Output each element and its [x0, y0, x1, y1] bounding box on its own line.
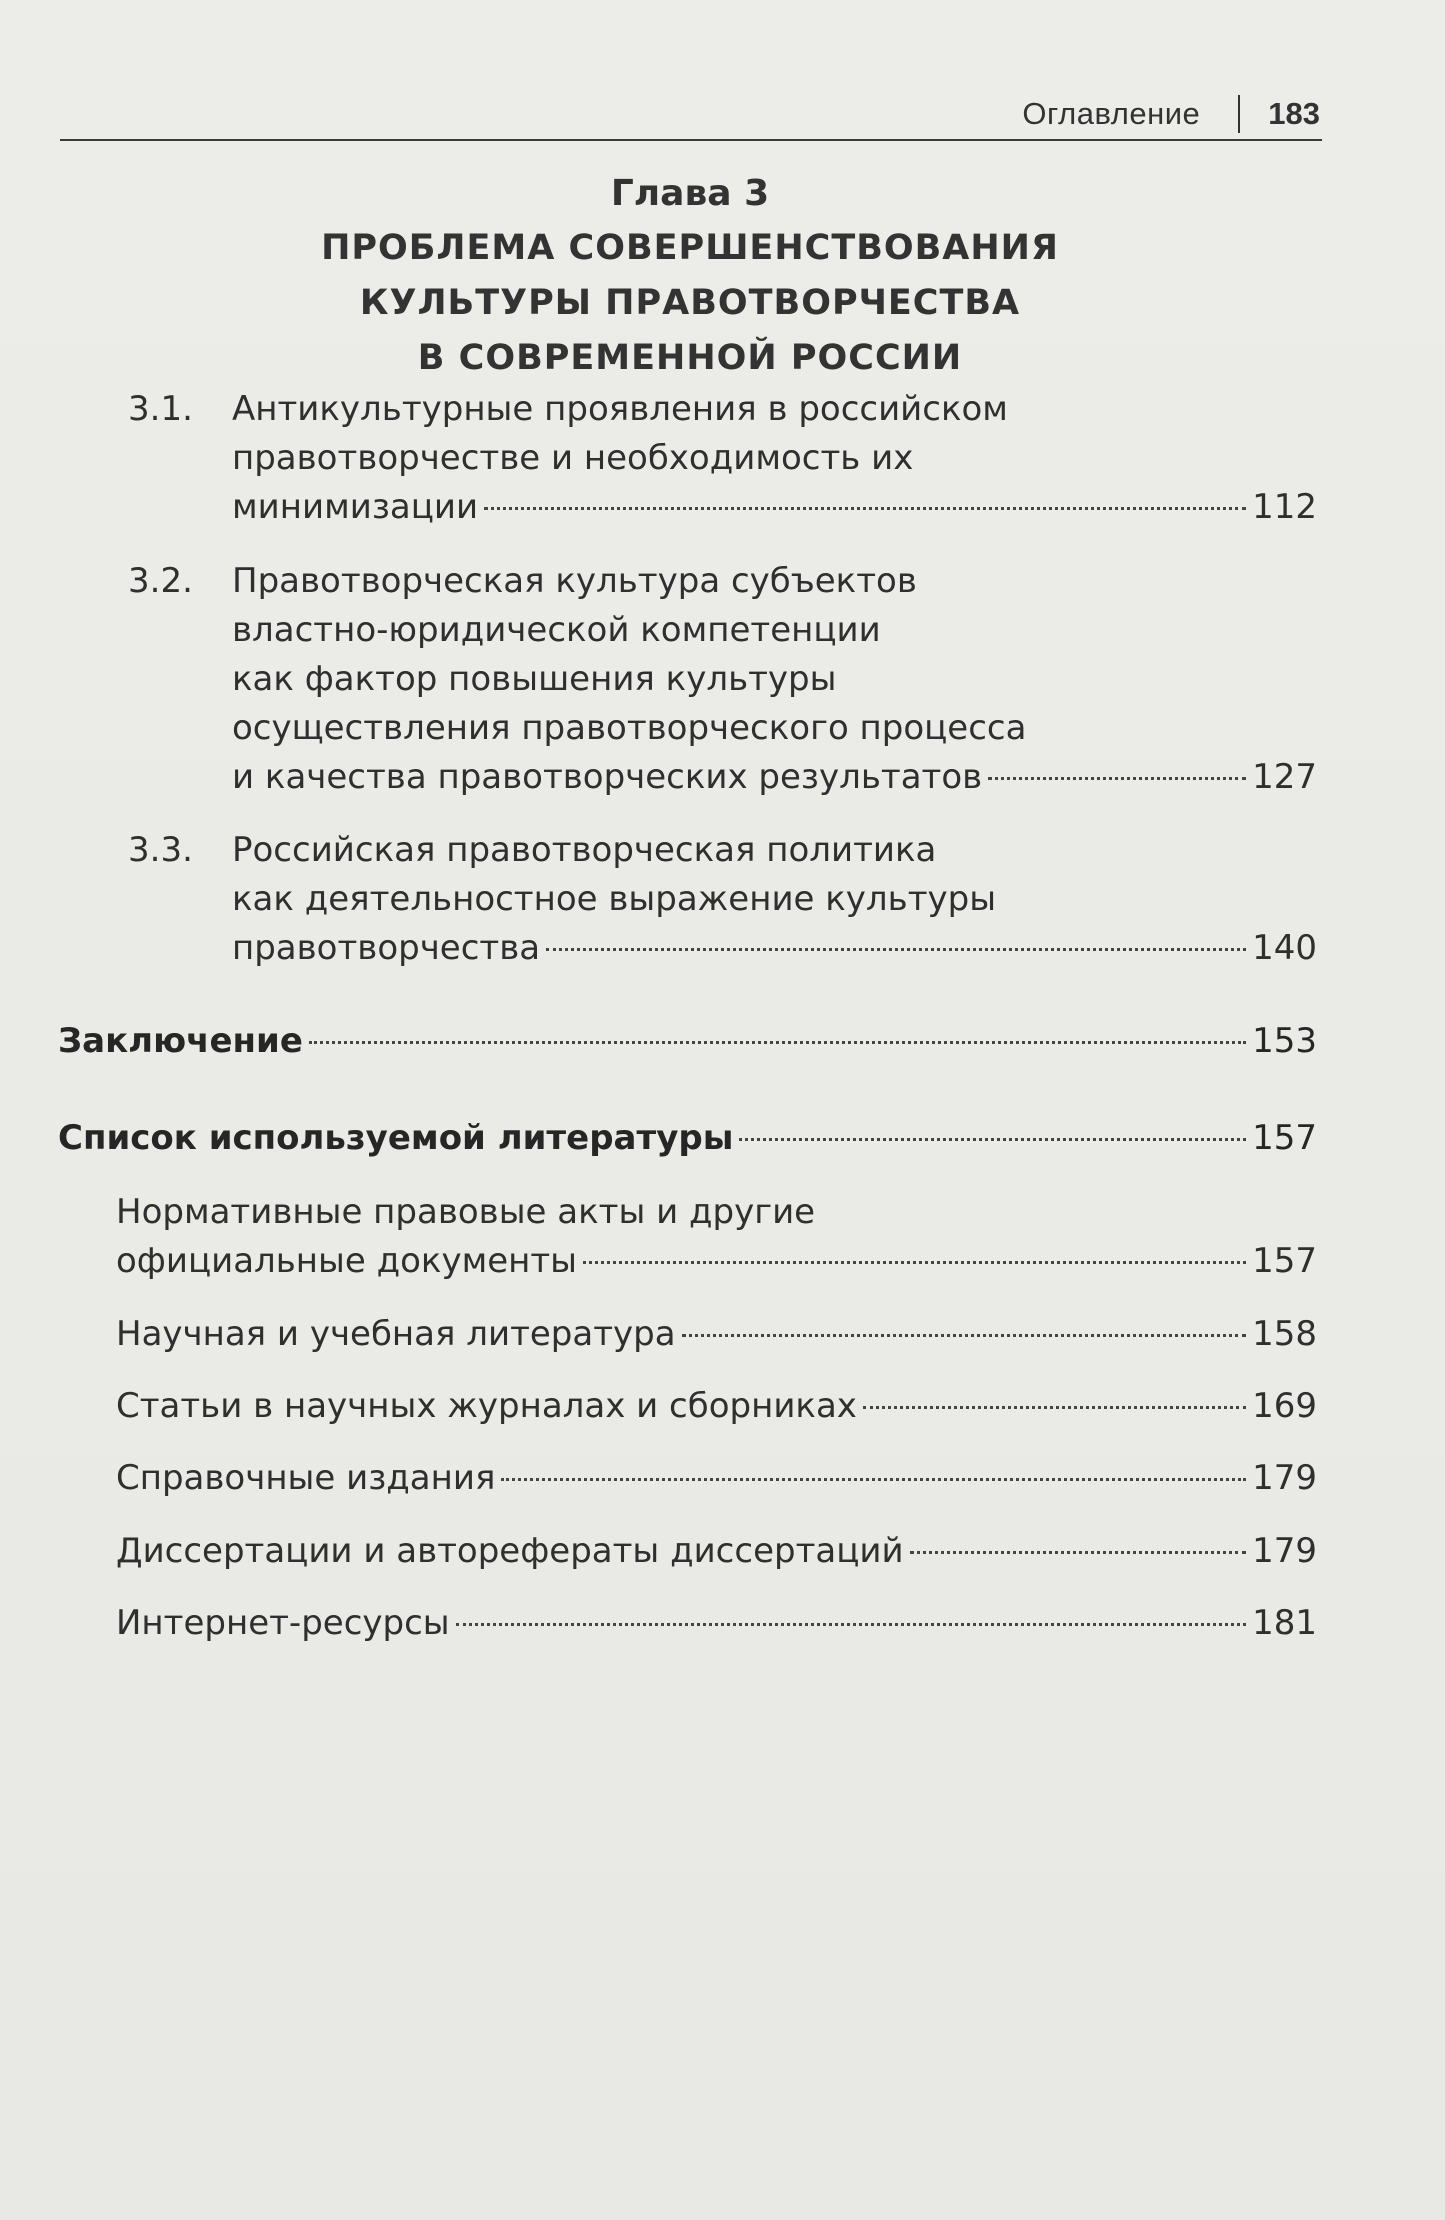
toc-entry-title: Список используемой литературы	[58, 1118, 734, 1158]
chapter-title-line: ПРОБЛЕМА СОВЕРШЕНСТВОВАНИЯ	[321, 228, 1059, 268]
toc-entry-title-line: Научная и учебная литература	[116, 1314, 676, 1354]
toc-page-number: 112	[1252, 487, 1317, 527]
dot-leader	[739, 1137, 1246, 1141]
toc-entry-leader-line	[116, 1599, 1317, 1648]
toc-entry-title-line: Интернет-ресурсы	[116, 1603, 450, 1643]
toc-entry-title-line: правотворчества	[232, 928, 541, 968]
toc-entry-leader-line	[116, 1527, 1317, 1576]
toc-page-number: 179	[1252, 1531, 1317, 1571]
dot-leader	[910, 1550, 1247, 1554]
dot-leader	[988, 776, 1246, 780]
toc-entry-title-line: Нормативные правовые акты и другие	[116, 1192, 816, 1232]
toc-entry-title-line: как фактор повышения культуры	[232, 659, 837, 699]
toc-entry-title-line: официальные документы	[116, 1241, 578, 1281]
dot-leader	[484, 506, 1246, 510]
dot-leader	[583, 1260, 1246, 1264]
header-section-title: Оглавление	[1022, 96, 1201, 131]
toc-entry-title-line: Справочные издания	[116, 1458, 496, 1498]
toc-entry-title-line: Диссертации и авторефераты диссертаций	[116, 1531, 904, 1571]
toc-entry-leader-line	[232, 753, 1317, 802]
dot-leader	[863, 1405, 1246, 1409]
toc-page-number: 140	[1252, 928, 1317, 968]
toc-page-number: 157	[1252, 1118, 1317, 1158]
toc-entry-title-line: осуществления правотворческого процесса	[232, 708, 1027, 748]
toc-entry-number: 3.2.	[128, 561, 193, 601]
toc-entry-leader-line	[116, 1310, 1317, 1359]
toc-entry-title-line: правотворчестве и необходимость их	[232, 438, 914, 478]
toc-entry-title-line: как деятельностное выражение культуры	[232, 879, 997, 919]
dot-leader	[501, 1477, 1246, 1481]
chapter-heading	[0, 170, 1380, 386]
toc-entry-title-line: Антикультурные проявления в российском	[232, 389, 1008, 429]
toc-entry-leader-line	[116, 1382, 1317, 1431]
toc-page-number: 158	[1252, 1314, 1317, 1354]
toc-entry-leader-line	[232, 924, 1317, 973]
toc-entry-title-line: и качества правотворческих результатов	[232, 757, 983, 797]
chapter-title-line: В СОВРЕМЕННОЙ РОССИИ	[417, 338, 963, 378]
dot-leader	[682, 1333, 1247, 1337]
toc-entry-number: 3.3.	[128, 830, 193, 870]
toc-page-number: 157	[1252, 1241, 1317, 1281]
chapter-label: Глава 3	[610, 173, 770, 214]
toc-entry-leader-line	[116, 1237, 1317, 1286]
chapter-title-line: КУЛЬТУРЫ ПРАВОТВОРЧЕСТВА	[359, 283, 1021, 323]
header-separator	[1238, 95, 1240, 133]
toc-entry-title: Заключение	[58, 1021, 303, 1061]
toc-entry-leader-line	[58, 1017, 1317, 1066]
header-page-number: 183	[1268, 96, 1320, 131]
toc-page-number: 153	[1252, 1021, 1317, 1061]
header-rule	[60, 139, 1322, 141]
toc-entry-number: 3.1.	[128, 389, 193, 429]
dot-leader	[309, 1040, 1246, 1044]
toc-page-number: 179	[1252, 1458, 1317, 1498]
toc-entry-leader-line	[58, 1114, 1317, 1163]
toc-entry-leader-line	[116, 1454, 1317, 1503]
toc-entry-title-line: минимизации	[232, 487, 479, 527]
toc-page-number: 127	[1252, 757, 1317, 797]
toc-entry-title-line: Российская правотворческая политика	[232, 830, 937, 870]
dot-leader	[546, 947, 1246, 951]
toc-entry-title-line: Правотворческая культура субъектов	[232, 561, 917, 601]
toc-entry-title-line: властно-юридической компетенции	[232, 610, 881, 650]
running-header	[1022, 90, 1320, 138]
toc-page-number: 181	[1252, 1603, 1317, 1643]
toc-page-number: 169	[1252, 1386, 1317, 1426]
dot-leader	[456, 1622, 1246, 1626]
toc-entry-leader-line	[232, 483, 1317, 532]
chapter-title	[0, 221, 1380, 386]
toc-entry-title-line: Статьи в научных журналах и сборниках	[116, 1386, 857, 1426]
